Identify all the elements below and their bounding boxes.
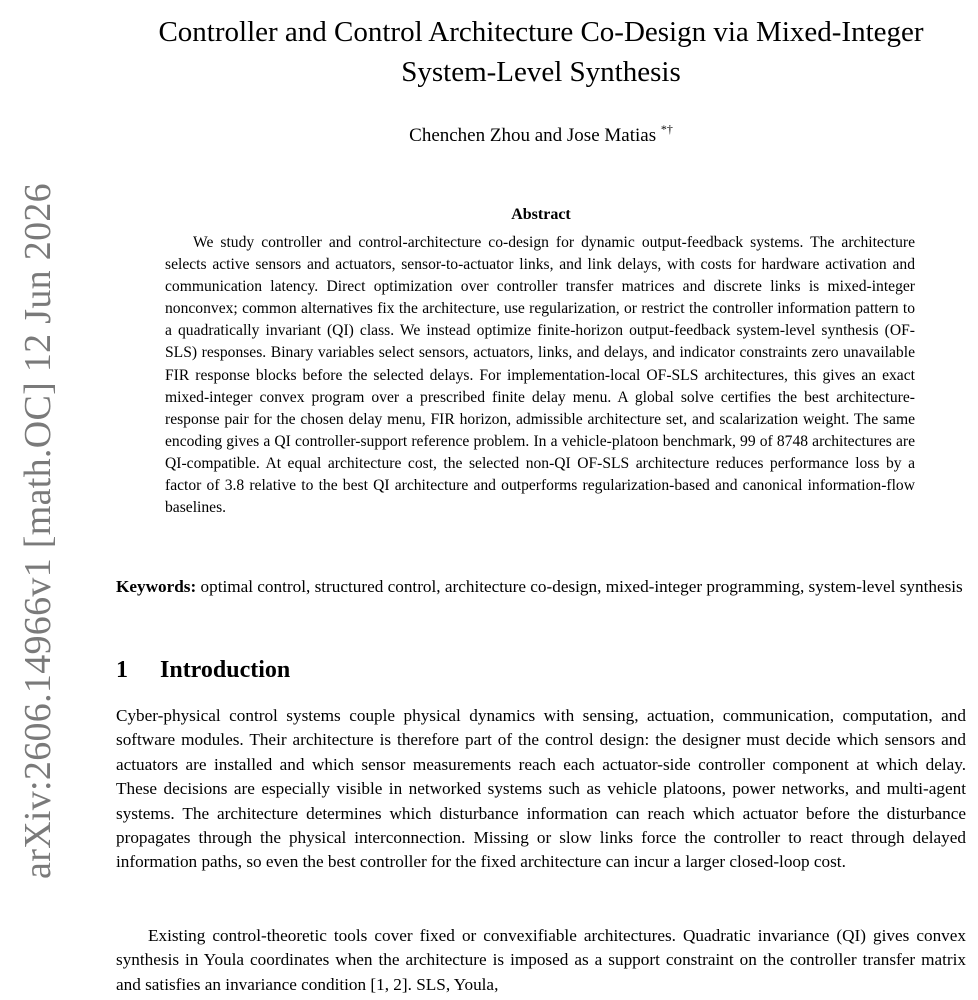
section-title: Introduction [160, 657, 291, 683]
arxiv-identifier-text: arXiv:2606.14966v1 [math.OC] 12 Jun 2026 [17, 183, 60, 879]
section-number: 1 [116, 657, 128, 683]
introduction-paragraph-2: Existing control-theoretic tools cover fixed or convexifiable architectures. Quadratic invariance (QI) gives convex synthesis in Youla coordinates when the architecture is imposed as a support constraint on the controller transfer matrix and satisfies an invariance condition [1, 2]. SLS, Youla, [116, 926, 966, 994]
abstract-heading: Abstract [511, 206, 571, 223]
keywords-label: Keywords: [116, 577, 197, 596]
keywords-list: optimal control, structured control, architecture co-design, mixed-integer programming, system-level synthesis [200, 577, 963, 596]
paper-title: Controller and Control Architecture Co-Design via Mixed-Integer System-Level Synthesis [158, 16, 924, 88]
keywords-block [116, 574, 966, 599]
author-line [118, 116, 964, 149]
arxiv-identifier-stamp [8, 183, 68, 879]
abstract-text: We study controller and control-architecture co-design for dynamic output-feedback systems. The architecture selects active sensors and actuators, sensor-to-actuator links, and link delays, with costs for hardware activation and communication latency. Direct optimization over controller transfer matrices and discrete links is mixed-integer nonconvex; common alternatives fix the architecture, use regularization, or restrict the controller information pattern to a quadratically invariant (QI) class. We instead optimize finite-horizon output-feedback system-level synthesis (OF-SLS) responses. Binary variables select sensors, actuators, links, and delays, and indicator constraints zero unavailable FIR response blocks before the selected delays. For implementation-local OF-SLS architectures, this gives an exact mixed-integer convex program over a prescribed finite delay menu. A global solve certifies the best architecture-response pair for the chosen delay menu, FIR horizon, admissible architecture set, and scalarization weight. The same encoding gives a QI controller-support reference problem. In a vehicle-platoon benchmark, 99 of 8748 architectures are QI-compatible. At equal architecture cost, the selected non-QI OF-SLS architecture reduces performance loss by a factor of 3.8 relative to the best QI architecture and outperforms regularization-based and canonical information-flow baselines. [165, 234, 915, 517]
author-names: Chenchen Zhou and Jose Matias [409, 125, 657, 146]
section-heading-introduction [116, 654, 290, 686]
introduction-paragraph-1: Cyber-physical control systems couple physical dynamics with sensing, actuation, communication, computation, and software modules. Their architecture is therefore part of the control design: the designer must decide which sensors and actuators are installed and which sensor measurements reach each actuator-side controller component at which delay. These decisions are especially visible in networked systems such as vehicle platoons, power networks, and multi-agent systems. The architecture determines which disturbance information can reach which actuator before the disturbance propagates through the physical interconnection. Missing or slow links force the controller to react through delayed information paths, so even the best controller for the fixed architecture can incur a larger closed-loop cost. [116, 706, 966, 872]
author-affiliation-marks: *† [660, 122, 673, 136]
